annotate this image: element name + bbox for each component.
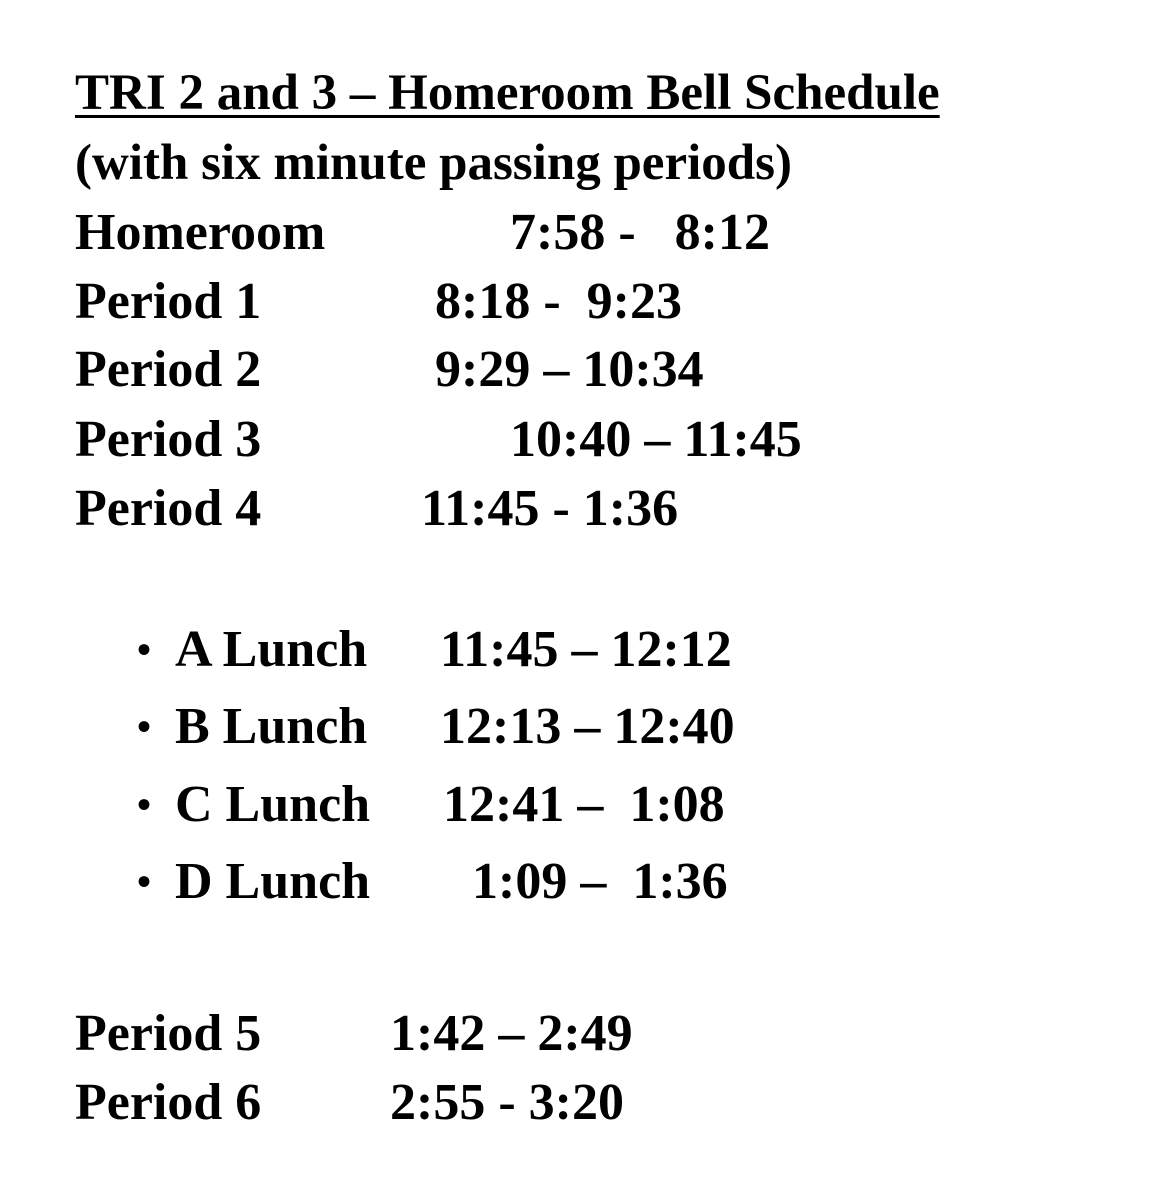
period-1-label: Period 1 bbox=[75, 273, 262, 330]
period-5-time: 1:42 – 2:49 bbox=[390, 1005, 633, 1062]
page-subtitle: (with six minute passing periods) bbox=[75, 135, 792, 191]
period-1-time: 8:18 - 9:23 bbox=[435, 273, 682, 330]
period-3-time: 10:40 – 11:45 bbox=[510, 411, 802, 468]
b-lunch-label: B Lunch bbox=[175, 698, 368, 755]
d-lunch-label: D Lunch bbox=[175, 853, 371, 910]
period-4-time: 11:45 - 1:36 bbox=[421, 480, 679, 537]
d-lunch-time: 1:09 – 1:36 bbox=[472, 853, 728, 910]
homeroom-time: 7:58 - 8:12 bbox=[510, 204, 770, 261]
period-2-time: 9:29 – 10:34 bbox=[435, 341, 704, 398]
a-lunch-label: A Lunch bbox=[175, 621, 368, 678]
page-title: TRI 2 and 3 – Homeroom Bell Schedule bbox=[75, 65, 940, 121]
period-2-label: Period 2 bbox=[75, 341, 262, 398]
bullet-icon: • bbox=[137, 704, 152, 749]
period-3-label: Period 3 bbox=[75, 411, 262, 468]
c-lunch-label: C Lunch bbox=[175, 776, 371, 833]
bullet-icon: • bbox=[137, 627, 152, 672]
bullet-icon: • bbox=[137, 859, 152, 904]
period-5-label: Period 5 bbox=[75, 1005, 262, 1062]
bullet-icon: • bbox=[137, 782, 152, 827]
period-6-label: Period 6 bbox=[75, 1074, 262, 1131]
period-4-label: Period 4 bbox=[75, 480, 262, 537]
a-lunch-time: 11:45 – 12:12 bbox=[440, 621, 732, 678]
homeroom-label: Homeroom bbox=[75, 204, 326, 261]
period-6-time: 2:55 - 3:20 bbox=[390, 1074, 624, 1131]
b-lunch-time: 12:13 – 12:40 bbox=[440, 698, 735, 755]
c-lunch-time: 12:41 – 1:08 bbox=[443, 776, 725, 833]
